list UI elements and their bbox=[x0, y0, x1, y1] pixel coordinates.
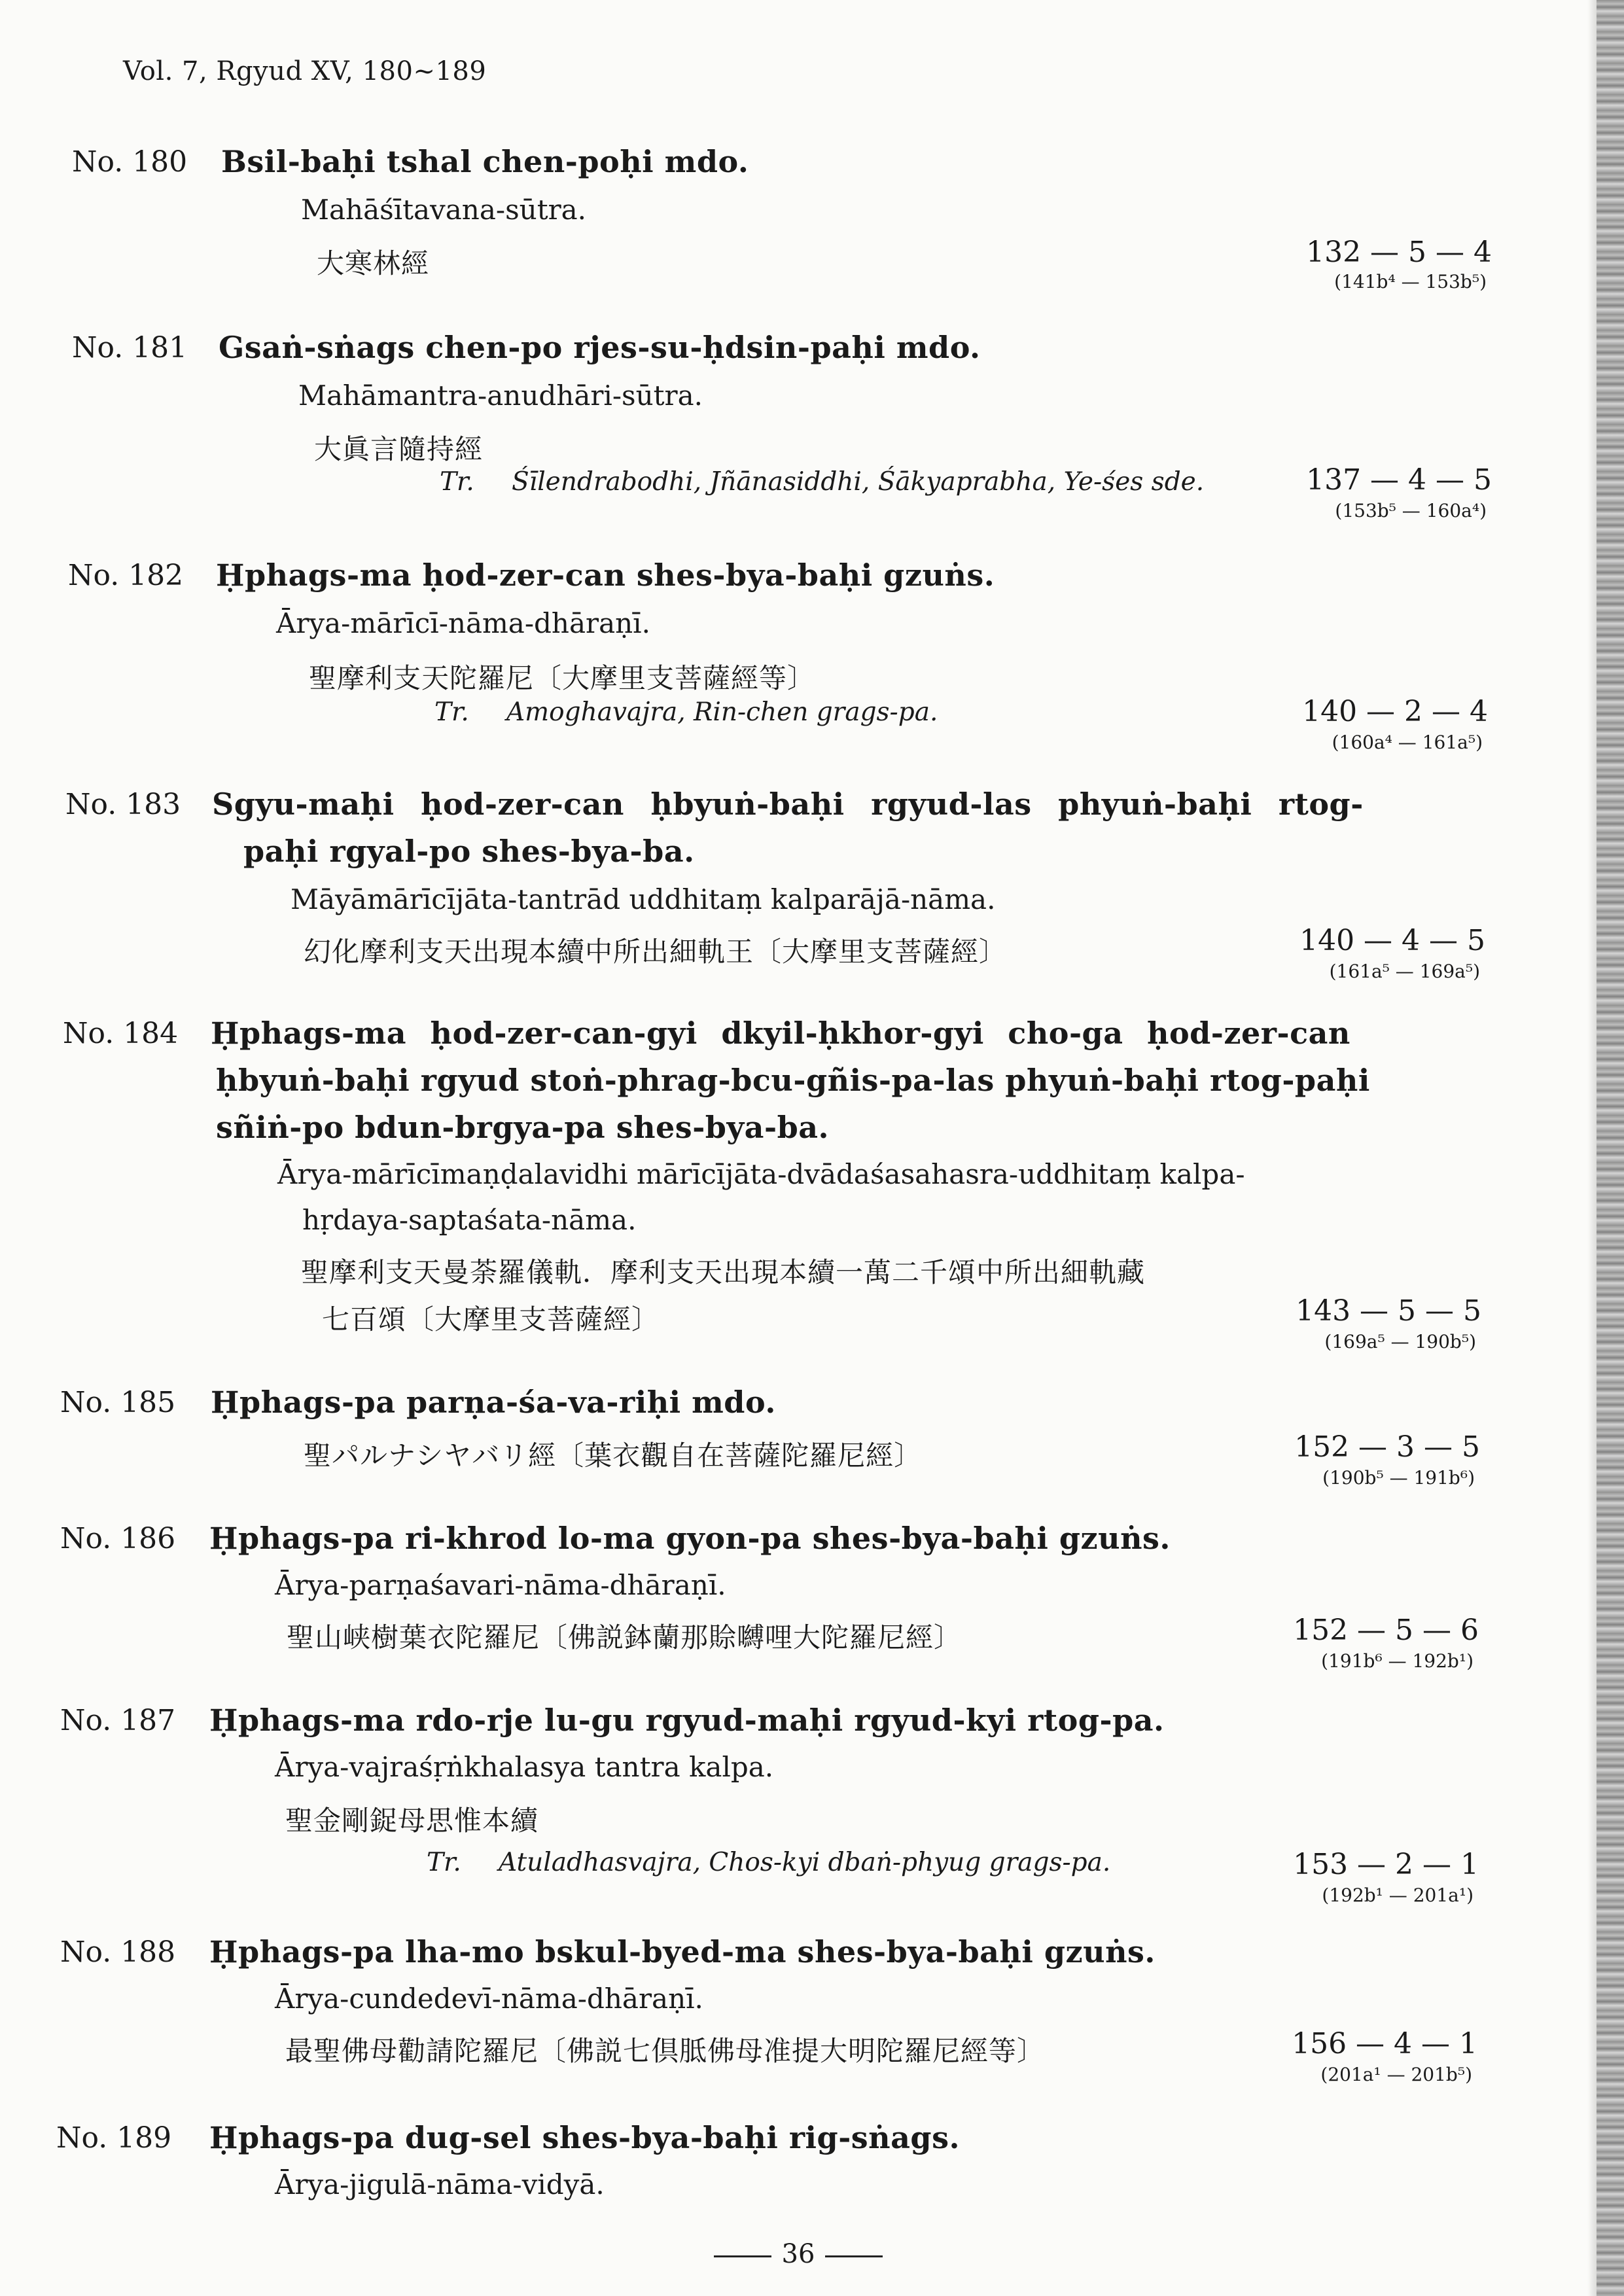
sanskrit-title: Māyāmārīcījāta-tantrād uddhitaṃ kalparājā-nāma. bbox=[291, 883, 996, 915]
entry-number: No. 189 bbox=[56, 2121, 172, 2155]
chinese-title: 聖山峡樹葉衣陀羅尼〔佛説鉢蘭那賒嚩哩大陀羅尼經〕 bbox=[287, 1621, 962, 1653]
sanskrit-title-line-2: hṛdaya-saptaśata-nāma. bbox=[302, 1204, 637, 1236]
folio-range: (169a⁵ — 190b⁵) bbox=[1324, 1331, 1476, 1352]
location: 140 — 4 — 5 bbox=[1299, 924, 1485, 957]
entry-number: No. 181 bbox=[72, 331, 188, 364]
sanskrit-title: Ārya-parṇaśavari-nāma-dhāraṇī. bbox=[275, 1569, 726, 1601]
chinese-title-line-2: 七百頌〔大摩里支菩薩經〕 bbox=[322, 1303, 660, 1335]
translator-label: Tr. bbox=[440, 467, 474, 497]
chinese-title: 幻化摩利支天出現本續中所出細軌王〔大摩里支菩薩經〕 bbox=[304, 936, 1008, 968]
translators bbox=[440, 467, 1204, 497]
translator-names: Śīlendrabodhi, Jñānasiddhi, Śākyaprabha, Ye-śes sde. bbox=[512, 467, 1205, 497]
chinese-title: 聖パルナシヤバリ經〔葉衣觀自在菩薩陀羅尼經〕 bbox=[304, 1439, 923, 1472]
translator-label: Tr. bbox=[427, 1848, 461, 1877]
tibetan-title-line-1: Ḥphags-ma ḥod-zer-can-gyi dkyil-ḥkhor-gyi cho-ga ḥod-zer-can bbox=[211, 1016, 1350, 1051]
tibetan-title: Ḥphags-pa lha-mo bskul-byed-ma shes-bya-baḥi gzuṅs. bbox=[209, 1934, 1156, 1969]
entry-number: No. 183 bbox=[65, 788, 181, 821]
tibetan-title: Gsaṅ-sṅags chen-po rjes-su-ḥdsin-paḥi mdo. bbox=[219, 330, 981, 365]
page-number: 36 bbox=[781, 2239, 815, 2269]
tibetan-title-line-2: paḥi rgyal-po shes-bya-ba. bbox=[243, 834, 695, 869]
entry-number: No. 187 bbox=[60, 1704, 176, 1737]
entry-number: No. 180 bbox=[72, 145, 188, 179]
tibetan-title: Ḥphags-pa ri-khrod lo-ma gyon-pa shes-bya-baḥi gzuṅs. bbox=[209, 1521, 1171, 1556]
chinese-title: 大寒林經 bbox=[317, 247, 430, 279]
entry-number: No. 184 bbox=[63, 1017, 179, 1050]
tibetan-title: Ḥphags-ma rdo-rje lu-gu rgyud-maḥi rgyud-kyi rtog-pa. bbox=[209, 1703, 1165, 1738]
sanskrit-title-line-1: Ārya-mārīcīmaṇḍalavidhi mārīcījāta-dvādaśasahasra-uddhitaṃ kalpa- bbox=[277, 1158, 1245, 1190]
sanskrit-title: Ārya-jigulā-nāma-vidyā. bbox=[275, 2168, 605, 2200]
sanskrit-title: Ārya-cundedevī-nāma-dhāraṇī. bbox=[275, 1983, 703, 2015]
folio-range: (153b⁵ — 160a⁴) bbox=[1335, 500, 1487, 521]
tibetan-title: Ḥphags-ma ḥod-zer-can shes-bya-baḥi gzuṅs. bbox=[216, 557, 995, 593]
folio-range: (161a⁵ — 169a⁵) bbox=[1329, 961, 1480, 982]
location: 152 — 3 — 5 bbox=[1294, 1430, 1480, 1464]
running-head: Vol. 7, Rgyud XV, 180~189 bbox=[123, 56, 487, 86]
location: 153 — 2 — 1 bbox=[1293, 1848, 1479, 1881]
folio-range: (141b⁴ — 153b⁵) bbox=[1334, 271, 1487, 292]
translator-label: Tr. bbox=[434, 698, 469, 727]
chinese-title: 最聖佛母勸請陀羅尼〔佛説七倶胝佛母准提大明陀羅尼經等〕 bbox=[285, 2035, 1046, 2067]
folio-range: (191b⁶ — 192b¹) bbox=[1321, 1650, 1474, 1672]
chinese-title: 聖金剛鋜母思惟本續 bbox=[285, 1805, 539, 1837]
tibetan-title-line-2: ḥbyuṅ-baḥi rgyud stoṅ-phrag-bcu-gñis-pa-las phyuṅ-baḥi rtog-paḥi bbox=[216, 1063, 1370, 1098]
chinese-title: 大眞言隨持經 bbox=[314, 433, 484, 465]
tibetan-title: Ḥphags-pa parṇa-śa-va-riḥi mdo. bbox=[211, 1385, 776, 1420]
tibetan-title-line-1: Sgyu-maḥi ḥod-zer-can ḥbyuṅ-baḥi rgyud-las phyuṅ-baḥi rtog- bbox=[212, 786, 1364, 822]
entry-number: No. 182 bbox=[68, 559, 184, 592]
location: 143 — 5 — 5 bbox=[1296, 1294, 1481, 1328]
chinese-title: 聖摩利支天陀羅尼〔大摩里支菩薩經等〕 bbox=[309, 662, 816, 694]
folio-range: (160a⁴ — 161a⁵) bbox=[1332, 732, 1483, 753]
location: 140 — 2 — 4 bbox=[1302, 695, 1488, 728]
translators bbox=[434, 698, 938, 727]
location: 156 — 4 — 1 bbox=[1292, 2027, 1477, 2060]
entry-number: No. 185 bbox=[60, 1386, 176, 1419]
scan-binding-edge bbox=[1597, 0, 1624, 2296]
tibetan-title: Ḥphags-pa dug-sel shes-bya-baḥi rig-sṅags. bbox=[209, 2120, 961, 2155]
folio-range: (190b⁵ — 191b⁶) bbox=[1322, 1467, 1475, 1489]
tibetan-title: Bsil-baḥi tshal chen-poḥi mdo. bbox=[221, 144, 749, 179]
chinese-title-line-1: 聖摩利支天曼荼羅儀軌．摩利支天出現本續一萬二千頌中所出細軌藏 bbox=[301, 1256, 1146, 1288]
translator-names: Atuladhasvajra, Chos-kyi dbaṅ-phyug grags-pa. bbox=[499, 1848, 1111, 1877]
location: 132 — 5 — 4 bbox=[1306, 236, 1492, 269]
entry-number: No. 186 bbox=[60, 1522, 176, 1555]
footer-rule-left bbox=[714, 2255, 771, 2257]
folio-range: (201a¹ — 201b⁵) bbox=[1320, 2064, 1472, 2085]
sanskrit-title: Mahāśītavana-sūtra. bbox=[301, 194, 587, 226]
translators bbox=[427, 1848, 1110, 1877]
folio-range: (192b¹ — 201a¹) bbox=[1322, 1884, 1474, 1906]
sanskrit-title: Ārya-vajraśṛṅkhalasya tantra kalpa. bbox=[275, 1751, 774, 1783]
entry-number: No. 188 bbox=[60, 1935, 176, 1969]
location: 137 — 4 — 5 bbox=[1306, 463, 1492, 497]
page-footer bbox=[0, 2239, 1597, 2269]
tibetan-title-line-3: sñiṅ-po bdun-brgya-pa shes-bya-ba. bbox=[216, 1110, 830, 1145]
sanskrit-title: Ārya-mārīcī-nāma-dhāraṇī. bbox=[276, 607, 650, 639]
location: 152 — 5 — 6 bbox=[1293, 1614, 1479, 1647]
footer-rule-right bbox=[825, 2255, 883, 2257]
sanskrit-title: Mahāmantra-anudhāri-sūtra. bbox=[298, 380, 703, 412]
translator-names: Amoghavajra, Rin-chen grags-pa. bbox=[506, 698, 938, 727]
